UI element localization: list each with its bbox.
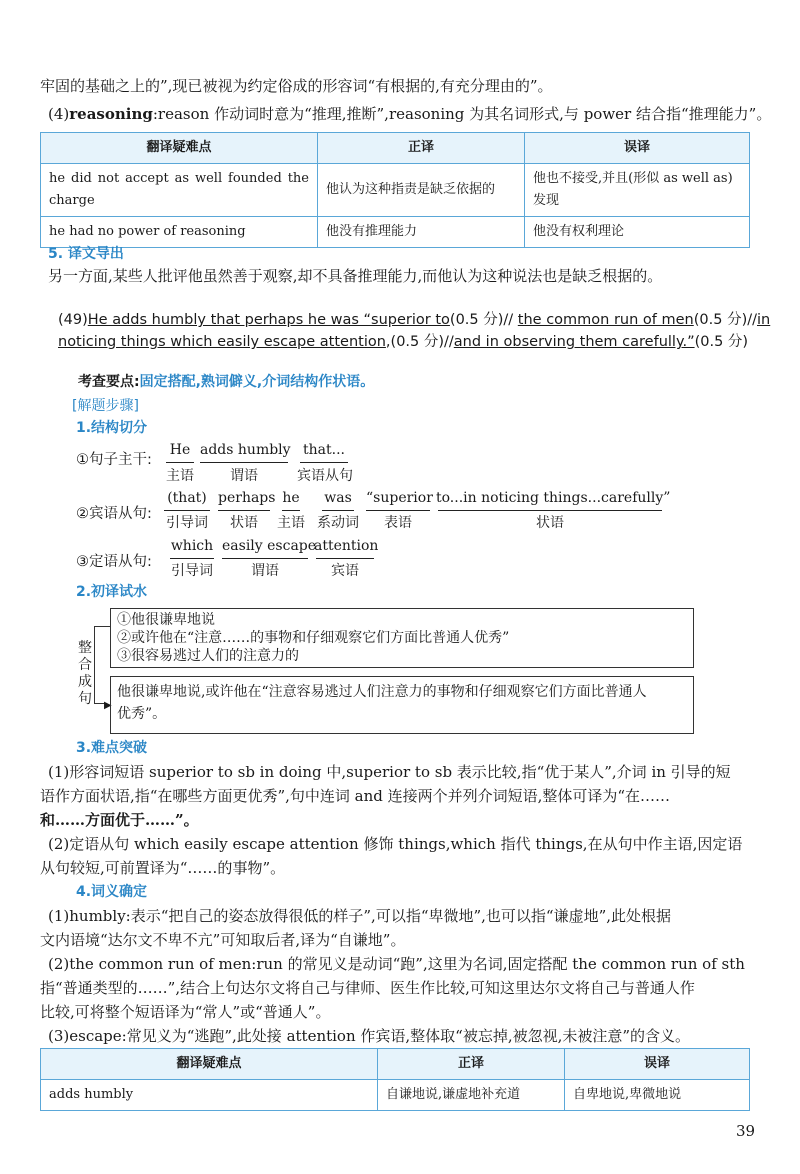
trial-box <box>110 608 694 668</box>
question-number: (49) <box>58 312 88 328</box>
table-cell: 他没有权利理论 <box>525 217 750 248</box>
table-cell: he had no power of reasoning <box>41 217 318 248</box>
score: (0.5 分)// <box>449 312 514 328</box>
item-number: (4) <box>48 105 70 123</box>
struct-word: (that) <box>167 490 207 506</box>
struct-tag: 谓语 <box>251 563 279 579</box>
side-char: 整 <box>78 640 92 656</box>
struct-tag: 引导词 <box>166 515 208 531</box>
section-heading: 5. 译文导出 <box>48 246 124 262</box>
struct-word: “superior <box>366 490 433 506</box>
text-line: (3)escape:常见义为“逃跑”,此处接 attention 作宾语,整体取“被忘掉,被忽视,未被注意”的含义。 <box>48 1027 691 1045</box>
struct-word: perhaps <box>218 490 276 506</box>
side-char: 成 <box>78 674 92 690</box>
struct-tag: 宾语从句 <box>297 468 353 484</box>
exam-points <box>78 372 374 392</box>
text: :reason 作动词时意为“推理,推断”,reasoning 为其名词形式,与 power 结合指“推理能力”。 <box>152 105 772 123</box>
section-heading: 4.词义确定 <box>76 884 148 900</box>
struct-tag: 状语 <box>230 515 258 531</box>
table-cell: adds humbly <box>41 1080 378 1111</box>
points-label: 考查要点: <box>78 374 140 390</box>
underlined-segment: He adds humbly that perhaps he was “superior to <box>87 312 450 328</box>
text-line: 牢固的基础之上的”,现已被视为约定俗成的形容词“有根据的,有充分理由的”。 <box>40 77 553 95</box>
table-header: 正译 <box>378 1049 565 1080</box>
bracket <box>94 626 107 704</box>
struct-word: that... <box>303 442 345 458</box>
score: ,(0.5 分)// <box>385 334 454 350</box>
struct-label: ③定语从句: <box>76 554 152 570</box>
table-header: 翻译疑难点 <box>41 1049 378 1080</box>
table-header: 误译 <box>565 1049 750 1080</box>
trial-item: ①他很谦卑地说 <box>117 612 215 628</box>
translation-table-1 <box>40 132 750 248</box>
trial-item: ③很容易逃过人们的注意力的 <box>117 648 299 664</box>
table-header: 翻译疑难点 <box>41 133 318 164</box>
section-heading: 2.初译试水 <box>76 584 148 600</box>
struct-tag: 系动词 <box>317 515 359 531</box>
table-cell: 自卑地说,卑微地说 <box>565 1080 750 1111</box>
section-heading: 1.结构切分 <box>76 420 148 436</box>
struct-tag: 表语 <box>384 515 412 531</box>
table-cell: 自谦地说,谦虚地补充道 <box>378 1080 565 1111</box>
question-sentence <box>58 308 770 329</box>
question-sentence-cont <box>58 330 748 351</box>
side-label <box>78 640 92 708</box>
text-line: 文内语境“达尔文不卑不亢”可知取后者,译为“自谦地”。 <box>40 931 406 949</box>
table-header: 正译 <box>318 133 525 164</box>
text-line: (1)humbly:表示“把自己的姿态放得很低的样子”,可以指“卑微地”,也可以指“谦虚地”,此处根据 <box>48 907 672 925</box>
struct-tag: 状语 <box>536 515 564 531</box>
text-line: (1)形容词短语 superior to sb in doing 中,superior to sb 表示比较,指“优于某人”,介词 in 引导的短 <box>48 763 731 781</box>
struct-word: easily escape <box>222 538 317 554</box>
table-cell: 他没有推理能力 <box>318 217 525 248</box>
text-line: 比较,可将整个短语译为“常人”或“普通人”。 <box>40 1003 331 1021</box>
table-header: 误译 <box>525 133 750 164</box>
text-line: (2)the common run of men:run 的常见义是动词“跑”,这里为名词,固定搭配 the common run of sth <box>48 955 745 973</box>
score: (0.5 分) <box>694 334 749 350</box>
text-line: 另一方面,某些人批评他虽然善于观察,却不具备推理能力,而他认为这种说法也是缺乏根据的。 <box>48 267 663 285</box>
struct-tag: 主语 <box>166 468 194 484</box>
struct-tag: 谓语 <box>230 468 258 484</box>
side-char: 句 <box>78 691 92 707</box>
struct-tag: 引导词 <box>171 563 213 579</box>
translation-table-2 <box>40 1048 750 1111</box>
side-char: 合 <box>78 657 92 673</box>
table-row <box>41 1080 750 1111</box>
struct-tag: 主语 <box>277 515 305 531</box>
struct-label: ①句子主干: <box>76 452 152 468</box>
term: reasoning <box>69 105 153 123</box>
score: (0.5 分)// <box>693 312 758 328</box>
struct-word: adds humbly <box>200 442 291 458</box>
struct-word: he <box>282 490 300 506</box>
table-row <box>41 217 750 248</box>
page-number: 39 <box>736 1122 756 1140</box>
combined-box <box>110 676 694 734</box>
struct-word: to...in noticing things...carefully” <box>436 490 671 506</box>
combined-line: 优秀”。 <box>117 706 167 722</box>
struct-word: attention <box>314 538 379 554</box>
underlined-segment: and in observing them carefully.” <box>453 334 695 350</box>
struct-word: which <box>170 538 214 554</box>
underlined-segment: noticing things which easily escape attention <box>58 334 386 350</box>
text-line: 和……方面优于……”。 <box>40 811 199 829</box>
struct-tag: 宾语 <box>331 563 359 579</box>
text-line <box>48 104 771 124</box>
arrow-icon: ▶ <box>104 700 112 711</box>
struct-word: was <box>324 490 352 506</box>
table-row <box>41 164 750 217</box>
table-cell: 他认为这种指责是缺乏依据的 <box>318 164 525 217</box>
section-heading: 3.难点突破 <box>76 740 148 756</box>
struct-word: He <box>169 442 191 458</box>
text-line: 指“普通类型的……”,结合上句达尔文将自己与律师、医生作比较,可知这里达尔文将自己与普通人作 <box>40 979 695 997</box>
text-line: 从句较短,可前置译为“……的事物”。 <box>40 859 286 877</box>
underlined-segment: the common run of men <box>517 312 694 328</box>
text-line: (2)定语从句 which easily escape attention 修饰 things,which 指代 things,在从句中作主语,因定语 <box>48 835 743 853</box>
points-text: 固定搭配,熟词僻义,介词结构作状语。 <box>139 374 375 390</box>
underlined-segment: in <box>757 312 771 328</box>
table-cell: 他也不接受,并且(形似 as well as)发现 <box>525 164 750 217</box>
combined-line: 他很谦卑地说,或许他在“注意容易逃过人们注意力的事物和仔细观察它们方面比普通人 <box>117 684 647 700</box>
struct-label: ②宾语从句: <box>76 506 152 522</box>
steps-label: [解题步骤] <box>72 398 139 414</box>
text-line: 语作方面状语,指“在哪些方面更优秀”,句中连词 and 连接两个并列介词短语,整体可译为“在…… <box>40 787 671 805</box>
table-cell: he did not accept as well founded the charge <box>41 164 318 217</box>
trial-item: ②或许他在“注意……的事物和仔细观察它们方面比普通人优秀” <box>117 630 510 646</box>
